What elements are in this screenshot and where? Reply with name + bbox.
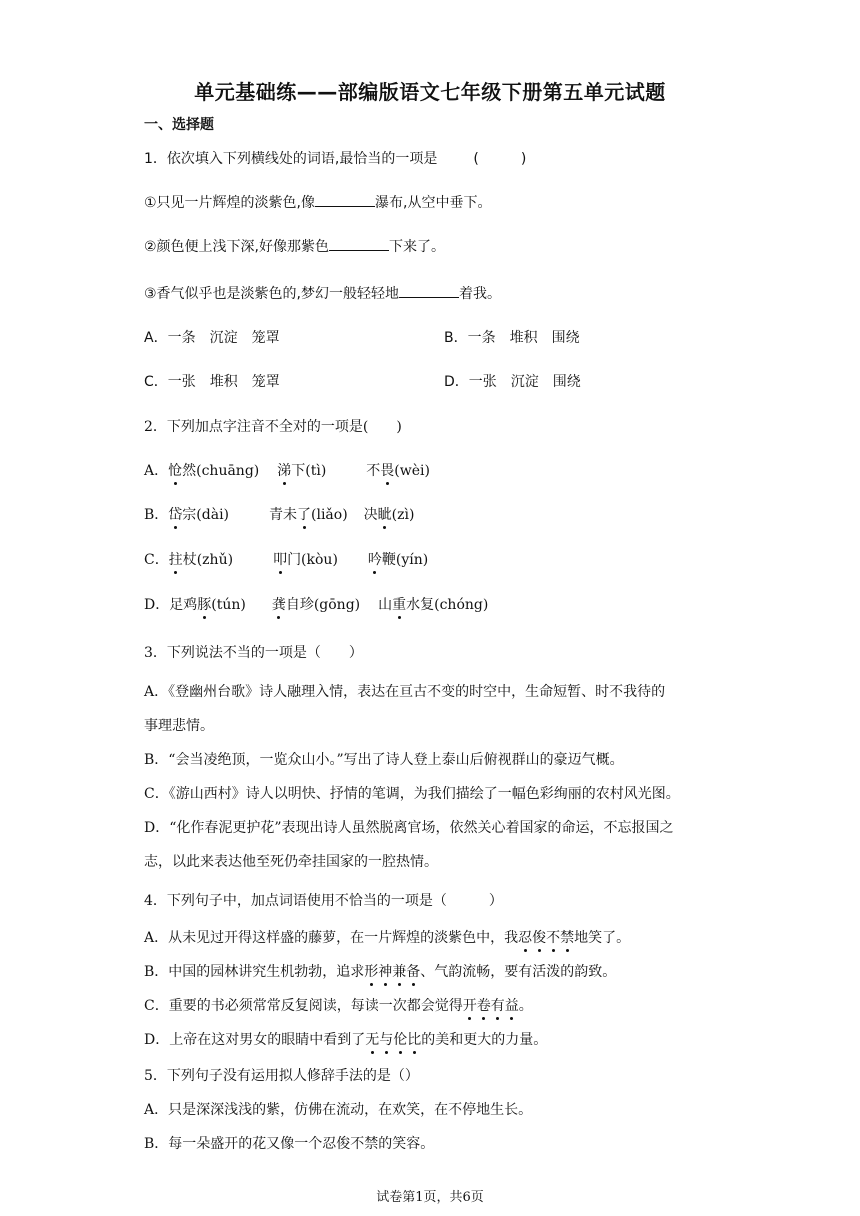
q3-option-a: A．《登幽州台歌》诗人融理入情，表达在亘古不变的时空中，生命短暂、时不我待的	[144, 684, 666, 700]
blank-line	[315, 194, 375, 207]
dotted-char: 伦	[393, 1029, 407, 1049]
q2-option-d	[144, 594, 488, 614]
page-footer: 试卷第1页，共6页	[376, 1190, 484, 1205]
option-label: D．足鸡	[144, 597, 198, 613]
option-text: A．从未见过开得这样盛的藤萝，在一片辉煌的淡紫色中，我	[144, 930, 519, 946]
pinyin-text: 然(chuāng)	[182, 463, 260, 479]
dotted-char: 叩	[273, 549, 287, 569]
q3-option-d-cont: 志，以此来表达他至死仍牵挂国家的一腔热情。	[144, 854, 438, 870]
dotted-char: 不	[546, 927, 560, 947]
dotted-char: 神	[378, 961, 392, 981]
dotted-char: 畏	[380, 460, 394, 480]
dotted-char: 备	[406, 961, 420, 981]
dotted-char: 无	[365, 1029, 379, 1049]
dotted-char: 岱	[168, 504, 182, 524]
dotted-char: 禁	[560, 927, 574, 947]
pinyin-text: 杖(zhǔ)	[182, 552, 234, 568]
dotted-char: 豚	[197, 594, 211, 614]
q3-option-a-cont: 事理悲情。	[144, 718, 214, 734]
pinyin-text: 鞭(yín)	[381, 552, 429, 568]
q1-option-b: B．一条 堆积 围绕	[444, 330, 580, 346]
q1-answer-paren: ( )	[473, 151, 527, 167]
q1-option-a: A．一条 沉淀 笼罩	[144, 330, 280, 346]
dotted-char: 重	[392, 594, 406, 614]
dotted-char: 兼	[392, 961, 406, 981]
page-title: 单元基础练——部编版语文七年级下册第五单元试题	[194, 80, 666, 104]
q4-option-d	[144, 1029, 547, 1049]
q1-stem-text: 1．依次填入下列横线处的词语,最恰当的一项是	[144, 151, 438, 167]
plain-char: 不	[366, 463, 381, 479]
dotted-char: 开	[463, 995, 477, 1015]
q4-stem: 4．下列句子中，加点词语使用不恰当的一项是（ ）	[144, 893, 503, 909]
q1-sentence-2	[144, 236, 445, 256]
q1-s2-text: ②颜色便上浅下深,好像那紫色	[144, 239, 330, 255]
option-text: D．上帝在这对男女的眼睛中看到了	[144, 1032, 366, 1048]
option-text-end: 的美和更大的力量。	[421, 1032, 548, 1048]
pinyin-text: 宗(dài)	[182, 507, 230, 523]
q1-stem	[144, 148, 526, 168]
dotted-char: 益	[505, 995, 519, 1015]
q2-option-c	[144, 549, 428, 569]
pinyin-text: 自珍(gōng)	[285, 597, 361, 613]
q1-sentence-3	[144, 283, 501, 303]
plain-char: 决	[363, 507, 378, 523]
dotted-char: 与	[379, 1029, 393, 1049]
option-text: B．中国的园林讲究生机勃勃，追求	[144, 964, 365, 980]
q1-option-d: D．一张 沉淀 围绕	[444, 374, 581, 390]
blank-line	[399, 285, 459, 298]
pinyin-text: 下(tì)	[291, 463, 327, 479]
pinyin-text: 门(kòu)	[287, 552, 338, 568]
pinyin-text: (liǎo)	[311, 507, 348, 523]
dotted-char: 龚	[272, 594, 286, 614]
pinyin-text: 水复(chóng)	[406, 597, 489, 613]
option-text: C．重要的书必须常常反复阅读，每读一次都会觉得	[144, 998, 463, 1014]
q1-sentence-1	[144, 192, 491, 212]
q3-option-d: D．“化作春泥更护花”表现出诗人虽然脱离官场，依然关心着国家的命运，不忘报国之	[144, 820, 674, 836]
blank-line	[329, 238, 389, 251]
option-label: C．	[144, 552, 169, 568]
pinyin-text: (tún)	[211, 597, 246, 613]
option-label: A．	[144, 463, 169, 479]
dotted-char: 眦	[378, 504, 392, 524]
q4-option-b	[144, 961, 616, 981]
pinyin-text: (wèi)	[394, 463, 430, 479]
q5-stem: 5．下列句子没有运用拟人修辞手法的是（）	[144, 1068, 419, 1084]
plain-char: 山	[378, 597, 393, 613]
q1-s3-text-end: 着我。	[459, 286, 501, 302]
q1-option-c: C．一张 堆积 笼罩	[144, 374, 280, 390]
dotted-char: 形	[364, 961, 378, 981]
dotted-char: 涕	[277, 460, 291, 480]
q3-option-b: B．“会当凌绝顶，一览众山小。”写出了诗人登上泰山后俯视群山的豪迈气概。	[144, 752, 624, 768]
q1-s1-text: ①只见一片辉煌的淡紫色,像	[144, 195, 316, 211]
dotted-char: 卷	[477, 995, 491, 1015]
option-text-end: 地笑了。	[574, 930, 631, 946]
q1-s1-text-end: 瀑布,从空中垂下。	[375, 195, 492, 211]
pinyin-text: (zì)	[391, 507, 415, 523]
q5-option-b: B．每一朵盛开的花又像一个忍俊不禁的笑容。	[144, 1136, 435, 1152]
dotted-char: 有	[491, 995, 505, 1015]
q1-s2-text-end: 下来了。	[389, 239, 446, 255]
q2-option-a	[144, 460, 430, 480]
q2-option-b	[144, 504, 414, 524]
q1-s3-text: ③香气似乎也是淡紫色的,梦幻一般轻轻地	[144, 286, 399, 302]
dotted-char: 怆	[168, 460, 182, 480]
section-heading: 一、选择题	[144, 117, 214, 133]
dotted-char: 俊	[532, 927, 546, 947]
dotted-char: 了	[297, 504, 311, 524]
dotted-char: 比	[407, 1029, 421, 1049]
q4-option-c	[144, 995, 533, 1015]
option-label: B．	[144, 507, 169, 523]
q5-option-a: A．只是深深浅浅的紫，仿佛在流动，在欢笑，在不停地生长。	[144, 1102, 533, 1118]
plain-char: 青未	[269, 507, 298, 523]
option-text-end: 、气韵流畅，要有活泼的韵致。	[420, 964, 617, 980]
dotted-char: 拄	[169, 549, 183, 569]
q4-option-a	[144, 927, 630, 947]
q3-stem: 3．下列说法不当的一项是（ ）	[144, 645, 363, 661]
q2-stem: 2．下列加点字注音不全对的一项是( )	[144, 419, 402, 435]
dotted-char: 吟	[368, 549, 382, 569]
q3-option-c: C．《游山西村》诗人以明快、抒情的笔调，为我们描绘了一幅色彩绚丽的农村风光图。	[144, 786, 680, 802]
dotted-char: 忍	[518, 927, 532, 947]
option-text-end: 。	[518, 998, 533, 1014]
